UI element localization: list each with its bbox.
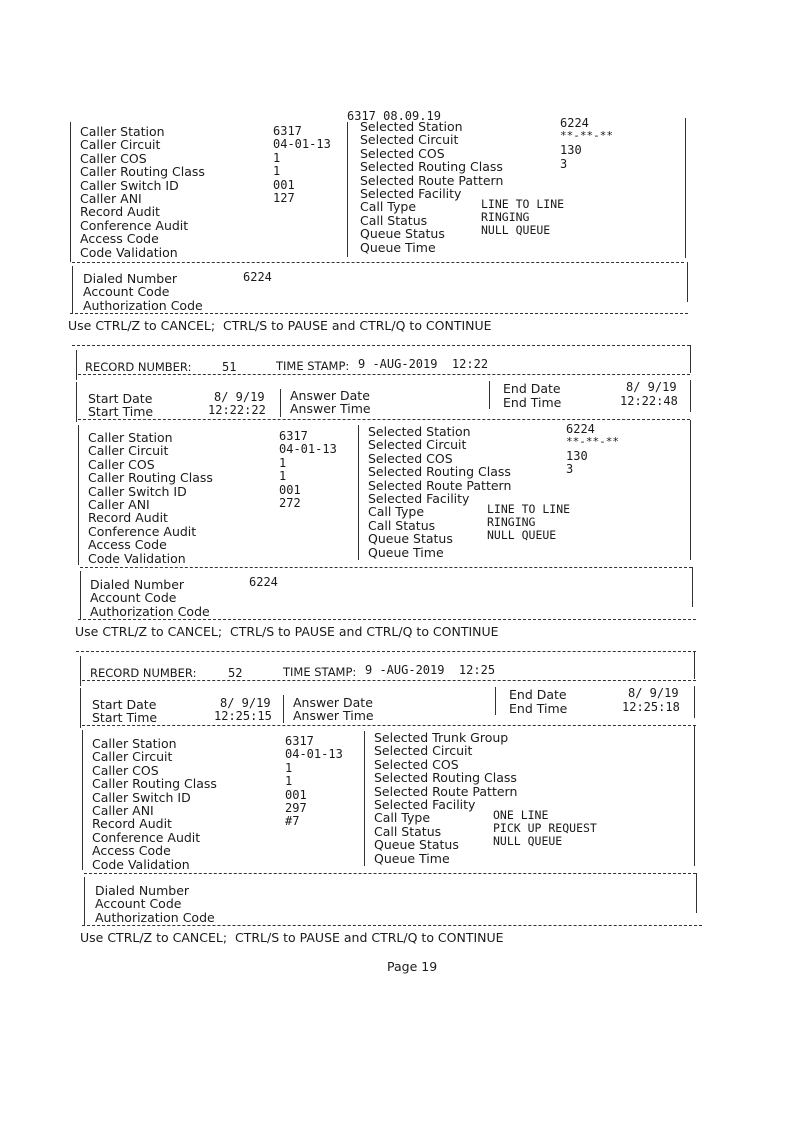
- divider: [82, 725, 696, 726]
- caller-label: Conference Audit: [80, 217, 189, 233]
- cancel-instructions: Use CTRL/Z to CANCEL; CTRL/S to PAUSE and CTRL/Q to CONTINUE: [80, 930, 504, 945]
- selected-value: ONE LINE: [493, 808, 549, 822]
- selected-value: NULL QUEUE: [493, 834, 563, 848]
- caller-value: 04-01-13: [285, 747, 343, 762]
- caller-label: Caller COS: [92, 762, 159, 778]
- selected-label: Selected Circuit: [374, 743, 473, 759]
- end-time: 12:22:48: [620, 394, 678, 408]
- record-number: 51: [222, 360, 237, 374]
- start-date: 8/ 9/19: [214, 390, 265, 404]
- answer-date-label: Answer Date: [290, 388, 370, 403]
- column-divider: [489, 381, 490, 409]
- caller-label: Caller Routing Class: [80, 164, 205, 180]
- selected-label: Selected Facility: [368, 491, 470, 507]
- selected-value: NULL QUEUE: [487, 528, 557, 542]
- caller-value: 272: [279, 496, 301, 511]
- dialed-label: Dialed Number: [90, 577, 185, 592]
- record-number: 52: [228, 666, 243, 680]
- caller-label: Caller Station: [80, 124, 165, 139]
- border-left: [70, 122, 71, 262]
- selected-label: Queue Time: [368, 544, 444, 560]
- end-time-label: End Time: [509, 701, 568, 716]
- caller-value: 1: [285, 774, 293, 789]
- selected-value: 6224: [560, 116, 589, 130]
- border-right: [690, 420, 691, 560]
- selected-value: PICK UP REQUEST: [493, 821, 597, 835]
- start-date: 8/ 9/19: [220, 696, 271, 710]
- timestamp-label: TIME STAMP:: [283, 665, 357, 679]
- dialed-label: Dialed Number: [95, 883, 190, 898]
- border-left: [84, 877, 85, 925]
- timestamp: 9 -AUG-2019 12:22: [358, 357, 489, 371]
- selected-label: Call Status: [374, 823, 442, 839]
- caller-value: 04-01-13: [273, 137, 331, 152]
- cancel-instructions: Use CTRL/Z to CANCEL; CTRL/S to PAUSE and CTRL/Q to CONTINUE: [68, 318, 492, 333]
- selected-label: Selected COS: [368, 450, 453, 466]
- end-time: 12:25:18: [622, 700, 680, 714]
- selected-label: Selected Station: [368, 424, 471, 439]
- caller-label: Caller COS: [80, 150, 147, 166]
- selected-label: Selected Routing Class: [368, 464, 511, 480]
- caller-label: Caller Circuit: [80, 137, 161, 153]
- caller-label: Code Validation: [92, 856, 190, 872]
- border-right: [685, 118, 686, 258]
- caller-label: Caller Switch ID: [88, 483, 187, 499]
- selected-label: Queue Time: [374, 850, 450, 866]
- dialed-label: Account Code: [83, 284, 170, 300]
- column-divider: [358, 425, 359, 560]
- border-left: [72, 266, 73, 314]
- selected-label: Selected Routing Class: [360, 159, 503, 175]
- caller-label: Conference Audit: [92, 829, 201, 845]
- caller-label: Caller Station: [92, 736, 177, 751]
- caller-labels: [88, 431, 213, 565]
- selected-value: 6224: [566, 422, 595, 436]
- selected-label: Queue Time: [360, 239, 436, 255]
- selected-value: RINGING: [487, 515, 536, 529]
- selected-label: Selected Route Pattern: [368, 477, 512, 493]
- selected-value: LINE TO LINE: [487, 502, 571, 516]
- selected-value: **-**-**: [560, 129, 613, 142]
- caller-label: Access Code: [80, 231, 159, 247]
- divider: [78, 619, 696, 620]
- dialed-label: Authorization Code: [90, 603, 210, 619]
- caller-value: 127: [273, 191, 295, 206]
- caller-label: Caller Routing Class: [92, 776, 217, 792]
- selected-value: 130: [560, 143, 582, 157]
- caller-label: Conference Audit: [88, 523, 197, 539]
- dialed-labels: [95, 884, 215, 924]
- selected-label: Selected COS: [360, 145, 445, 161]
- caller-label: Caller COS: [88, 456, 155, 472]
- border-right: [694, 651, 695, 679]
- dialed-label: Account Code: [90, 590, 177, 606]
- divider: [72, 345, 690, 346]
- record-number-label: RECORD NUMBER:: [90, 666, 197, 680]
- caller-label: Access Code: [92, 843, 171, 859]
- start-date-label: Start Date: [88, 391, 153, 406]
- start-date-label: Start Date: [92, 697, 157, 712]
- caller-label: Caller ANI: [92, 803, 154, 819]
- end-date: 8/ 9/19: [628, 686, 679, 700]
- caller-label: Caller ANI: [88, 497, 150, 513]
- record-stamp: 6317 08.09.19: [347, 109, 441, 123]
- end-date: 8/ 9/19: [626, 380, 677, 394]
- cancel-instructions: Use CTRL/Z to CANCEL; CTRL/S to PAUSE and CTRL/Q to CONTINUE: [75, 624, 499, 639]
- dialed-label: Account Code: [95, 896, 182, 912]
- selected-label: Selected Routing Class: [374, 770, 517, 786]
- dialed-label: Authorization Code: [83, 297, 203, 313]
- caller-values: [285, 735, 343, 829]
- caller-label: Code Validation: [88, 550, 186, 566]
- selected-label: Queue Status: [360, 226, 445, 242]
- caller-label: Code Validation: [80, 244, 178, 260]
- timestamp: 9 -AUG-2019 12:25: [365, 663, 496, 677]
- page-number: Page 19: [387, 959, 438, 974]
- border-left: [82, 730, 83, 870]
- selected-label: Call Status: [360, 212, 428, 228]
- dialed-number-value: 6224: [249, 575, 278, 589]
- selected-label: Selected Station: [360, 119, 463, 134]
- divider: [82, 680, 696, 681]
- selected-value: **-**-**: [566, 435, 619, 448]
- record-number-label: RECORD NUMBER:: [85, 360, 192, 374]
- selected-label: Selected Trunk Group: [374, 730, 509, 745]
- caller-value: 001: [285, 787, 307, 802]
- selected-label: Selected Circuit: [360, 132, 459, 148]
- caller-value: #7: [285, 814, 300, 829]
- caller-label: Record Audit: [88, 510, 168, 526]
- caller-labels: [80, 125, 205, 259]
- end-time-label: End Time: [503, 395, 562, 410]
- border-right: [696, 873, 697, 913]
- border-left: [80, 688, 81, 728]
- border-right: [690, 345, 691, 373]
- selected-label: Call Type: [368, 504, 425, 520]
- caller-label: Caller Switch ID: [80, 177, 179, 193]
- divider: [80, 567, 692, 568]
- border-left: [76, 350, 77, 380]
- divider: [70, 313, 688, 314]
- selected-label: Call Status: [368, 517, 436, 533]
- column-divider: [280, 389, 281, 417]
- caller-label: Record Audit: [80, 204, 160, 220]
- border-left: [78, 425, 79, 565]
- selected-value: LINE TO LINE: [481, 197, 565, 211]
- selected-label: Selected Facility: [360, 186, 462, 202]
- caller-values: [279, 430, 337, 510]
- divider: [78, 374, 690, 375]
- selected-value: NULL QUEUE: [481, 223, 551, 237]
- border-left: [76, 382, 77, 422]
- selected-label: Queue Status: [374, 837, 459, 853]
- divider: [76, 651, 696, 652]
- answer-time-label: Answer Time: [293, 708, 374, 723]
- end-date-label: End Date: [509, 687, 567, 702]
- caller-label: Caller Switch ID: [92, 789, 191, 805]
- answer-date-label: Answer Date: [293, 695, 373, 710]
- caller-value: 001: [273, 177, 295, 192]
- divider: [72, 262, 684, 263]
- selected-label: Selected Route Pattern: [374, 783, 518, 799]
- border-right: [694, 686, 695, 718]
- border-right: [687, 262, 688, 302]
- start-time: 12:22:22: [208, 403, 266, 417]
- caller-value: 04-01-13: [279, 442, 337, 457]
- selected-label: Selected COS: [374, 756, 459, 772]
- selected-label: Queue Status: [368, 531, 453, 547]
- dialed-label: Dialed Number: [83, 271, 178, 286]
- divider: [82, 925, 702, 926]
- caller-value: 001: [279, 482, 301, 497]
- column-divider: [364, 731, 365, 866]
- border-right: [690, 380, 691, 412]
- end-date-label: End Date: [503, 381, 561, 396]
- selected-value: 3: [560, 157, 568, 171]
- caller-value: 297: [285, 801, 307, 816]
- column-divider: [283, 695, 284, 723]
- border-left: [80, 656, 81, 686]
- caller-label: Caller ANI: [80, 191, 142, 207]
- caller-label: Caller Circuit: [88, 443, 169, 459]
- caller-value: 1: [273, 164, 281, 179]
- caller-value: 6317: [273, 124, 302, 138]
- timestamp-label: TIME STAMP:: [276, 359, 350, 373]
- start-time-label: Start Time: [88, 404, 154, 419]
- caller-label: Record Audit: [92, 816, 172, 832]
- caller-values: [273, 125, 331, 205]
- caller-label: Caller Routing Class: [88, 470, 213, 486]
- caller-value: 1: [279, 469, 287, 484]
- border-right: [692, 567, 693, 607]
- selected-label: Selected Route Pattern: [360, 172, 504, 188]
- selected-label: Call Type: [374, 810, 431, 826]
- caller-value: 6317: [285, 734, 314, 748]
- border-left: [80, 571, 81, 619]
- caller-label: Caller Station: [88, 430, 173, 445]
- divider: [84, 873, 696, 874]
- caller-label: Access Code: [88, 537, 167, 553]
- selected-value: 3: [566, 462, 574, 476]
- caller-value: 1: [279, 455, 287, 470]
- column-divider: [495, 687, 496, 715]
- caller-value: 6317: [279, 429, 308, 443]
- start-time-label: Start Time: [92, 710, 158, 725]
- selected-label: Selected Facility: [374, 797, 476, 813]
- caller-value: 1: [285, 760, 293, 775]
- selected-value: 130: [566, 449, 588, 463]
- caller-value: 1: [273, 150, 281, 165]
- dialed-labels: [83, 272, 203, 312]
- caller-labels: [92, 737, 217, 871]
- dialed-labels: [90, 578, 210, 618]
- column-divider: [347, 122, 348, 257]
- start-time: 12:25:15: [214, 709, 272, 723]
- dialed-number-value: 6224: [243, 270, 272, 284]
- selected-label: Call Type: [360, 199, 417, 215]
- answer-time-label: Answer Time: [290, 401, 371, 416]
- selected-value: RINGING: [481, 210, 530, 224]
- border-right: [694, 726, 695, 866]
- caller-label: Caller Circuit: [92, 749, 173, 765]
- divider: [78, 419, 690, 420]
- dialed-label: Authorization Code: [95, 909, 215, 925]
- selected-label: Selected Circuit: [368, 437, 467, 453]
